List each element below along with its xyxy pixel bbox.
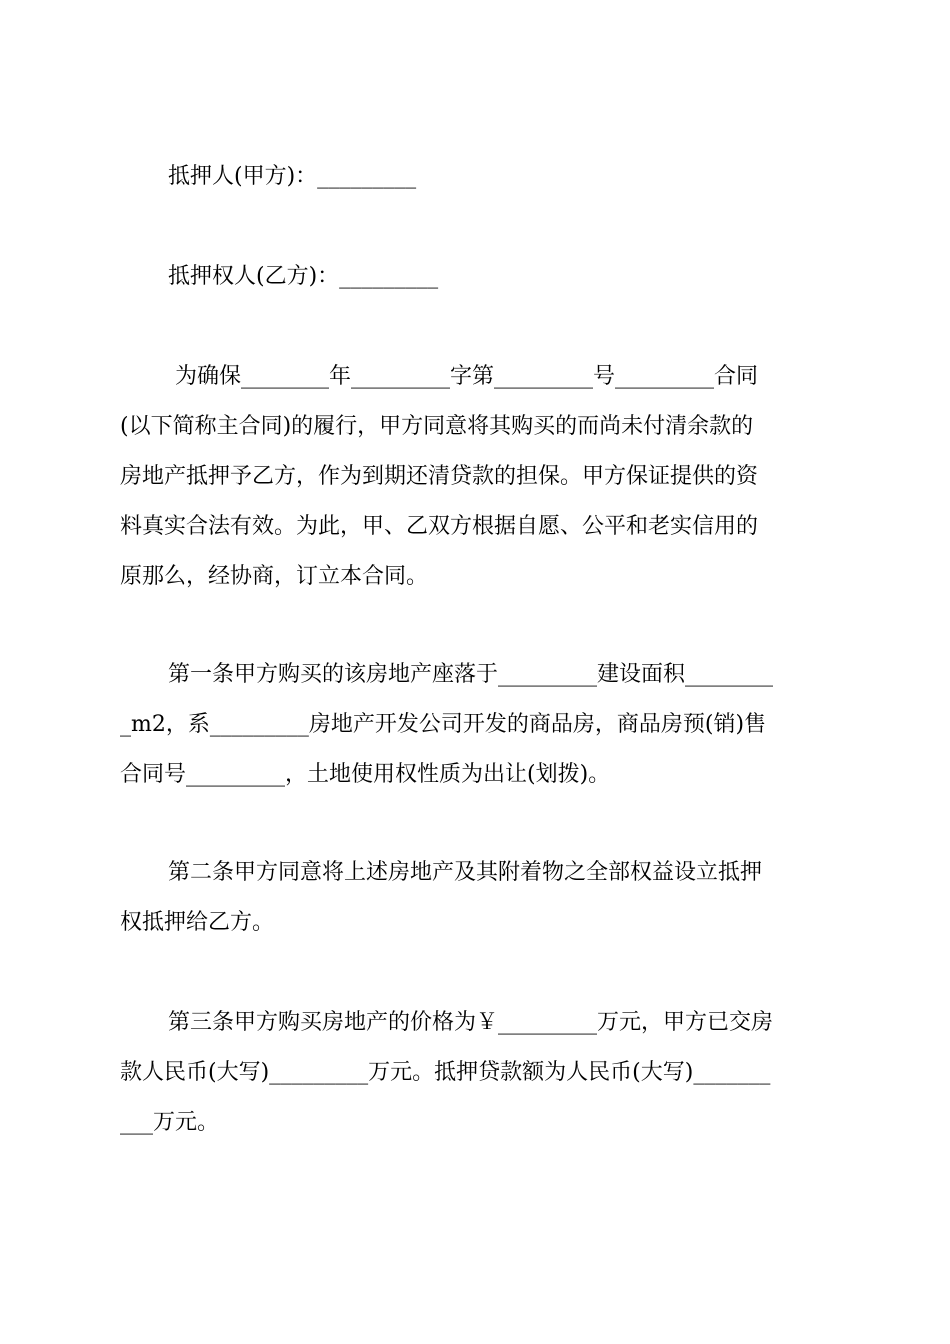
preamble-line-5: 原那么，经协商，订立本合同。 xyxy=(120,564,429,589)
article1-line-1: 第一条甲方购买的该房地产座落于_________建设面积________ xyxy=(168,662,774,687)
preamble-line-1: 为确保________年_________字第_________号_________合同 xyxy=(168,364,758,389)
article1-line-3: 合同号_________，土地使用权性质为出让(划拨)。 xyxy=(120,762,611,787)
pledgor-line: 抵押人(甲方)：_________ xyxy=(168,164,417,189)
article2-line-1: 第二条甲方同意将上述房地产及其附着物之全部权益设立抵押 xyxy=(168,860,763,885)
article3-line-1: 第三条甲方购买房地产的价格为￥_________万元，甲方已交房 xyxy=(168,1010,774,1035)
preamble-line-3: 房地产抵押予乙方，作为到期还清贷款的担保。甲方保证提供的资 xyxy=(120,464,759,489)
article1-line-2: _m2，系_________房地产开发公司开发的商品房，商品房预(销)售 xyxy=(120,712,767,737)
article2-line-2: 权抵押给乙方。 xyxy=(120,910,275,935)
article3-line-3: ___万元。 xyxy=(120,1110,220,1135)
pledgee-line: 抵押权人(乙方)：_________ xyxy=(168,264,439,289)
preamble-line-2: (以下简称主合同)的履行，甲方同意将其购买的而尚未付清余款的 xyxy=(120,414,754,439)
preamble-line-4: 料真实合法有效。为此，甲、乙双方根据自愿、公平和老实信用的 xyxy=(120,514,759,539)
article3-line-2: 款人民币(大写)_________万元。抵押贷款额为人民币(大写)_______ xyxy=(120,1060,771,1085)
